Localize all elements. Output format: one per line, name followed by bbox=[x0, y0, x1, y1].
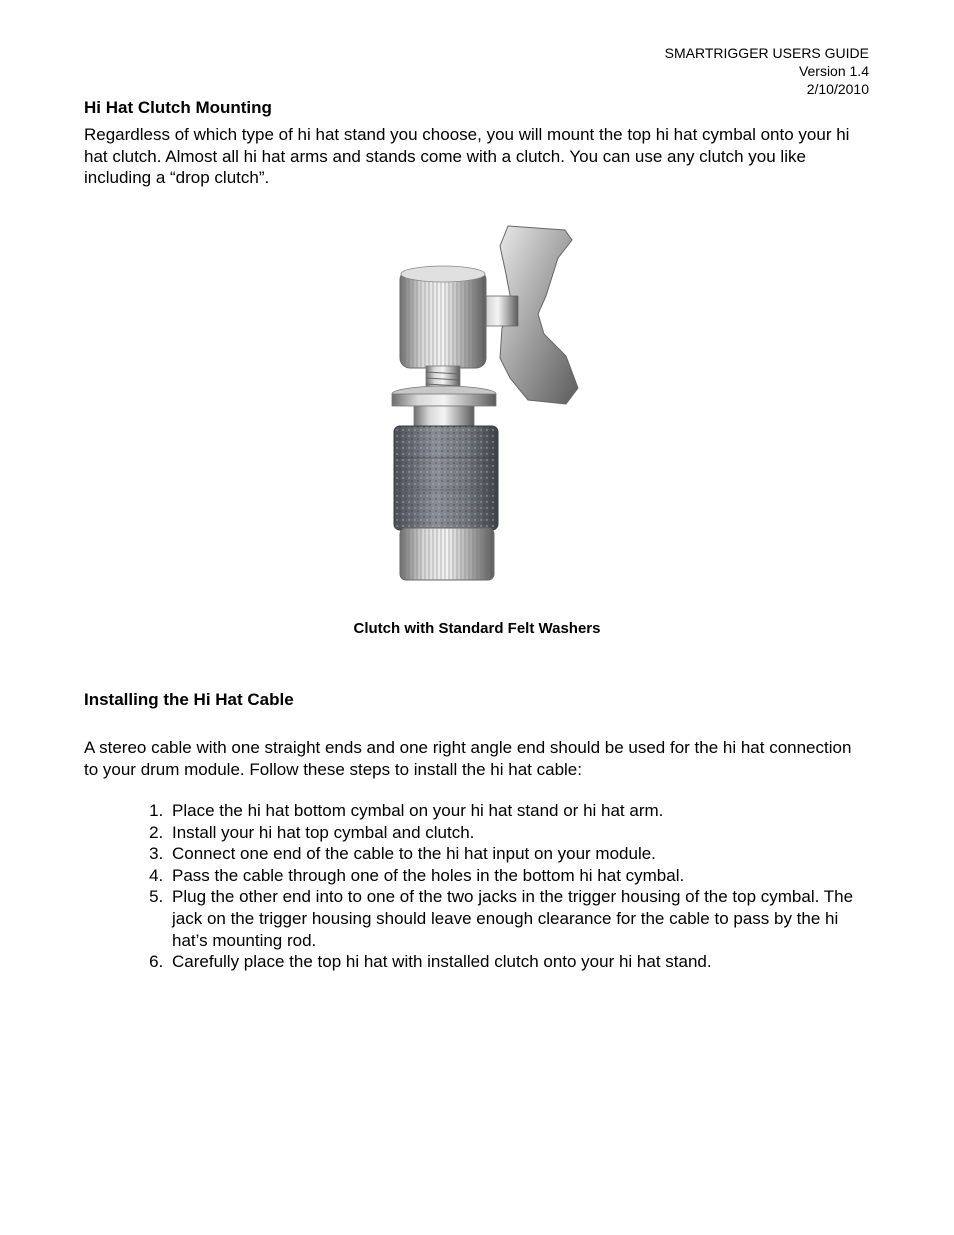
section-clutch-mounting bbox=[84, 96, 870, 189]
list-item: 3. Connect one end of the cable to the hi hat input on your module. bbox=[168, 843, 870, 865]
list-item: 5. Plug the other end into to one of the two jacks in the trigger housing of the top cymbal. The jack on the trigger housing should leave enough clearance for the cable to pass by the hi hat’s mounting rod. bbox=[168, 886, 870, 951]
list-item: 1. Place the hi hat bottom cymbal on your hi hat stand or hi hat arm. bbox=[168, 800, 870, 822]
list-item: 2. Install your hi hat top cymbal and clutch. bbox=[168, 822, 870, 844]
figure-caption: Clutch with Standard Felt Washers bbox=[353, 620, 601, 637]
section-heading: Hi Hat Clutch Mounting bbox=[84, 98, 272, 117]
steps-list bbox=[84, 800, 870, 973]
date-label: 2/10/2010 bbox=[806, 81, 869, 97]
guide-title: SMARTRIGGER USERS GUIDE bbox=[664, 45, 869, 61]
list-item: 4. Pass the cable through one of the holes in the bottom hi hat cymbal. bbox=[168, 865, 870, 887]
section-installing-cable bbox=[84, 688, 870, 973]
section-heading: Installing the Hi Hat Cable bbox=[84, 690, 294, 709]
clutch-illustration bbox=[360, 218, 600, 588]
section-paragraph: A stereo cable with one straight ends and one right angle end should be used for the hi hat connection to your drum module. Follow these steps to install the hi hat cable: bbox=[84, 738, 852, 779]
clutch-photo bbox=[360, 218, 600, 588]
version-label: Version 1.4 bbox=[798, 63, 869, 79]
page-header bbox=[665, 44, 869, 98]
section-paragraph: Regardless of which type of hi hat stand you choose, you will mount the top hi hat cymbal onto your hi hat clutch. Almost all hi hat arms and stands come with a clutch. You can use any clutch you like including a “drop clutch”. bbox=[84, 125, 850, 187]
list-item: 6. Carefully place the top hi hat with installed clutch onto your hi hat stand. bbox=[168, 951, 870, 973]
